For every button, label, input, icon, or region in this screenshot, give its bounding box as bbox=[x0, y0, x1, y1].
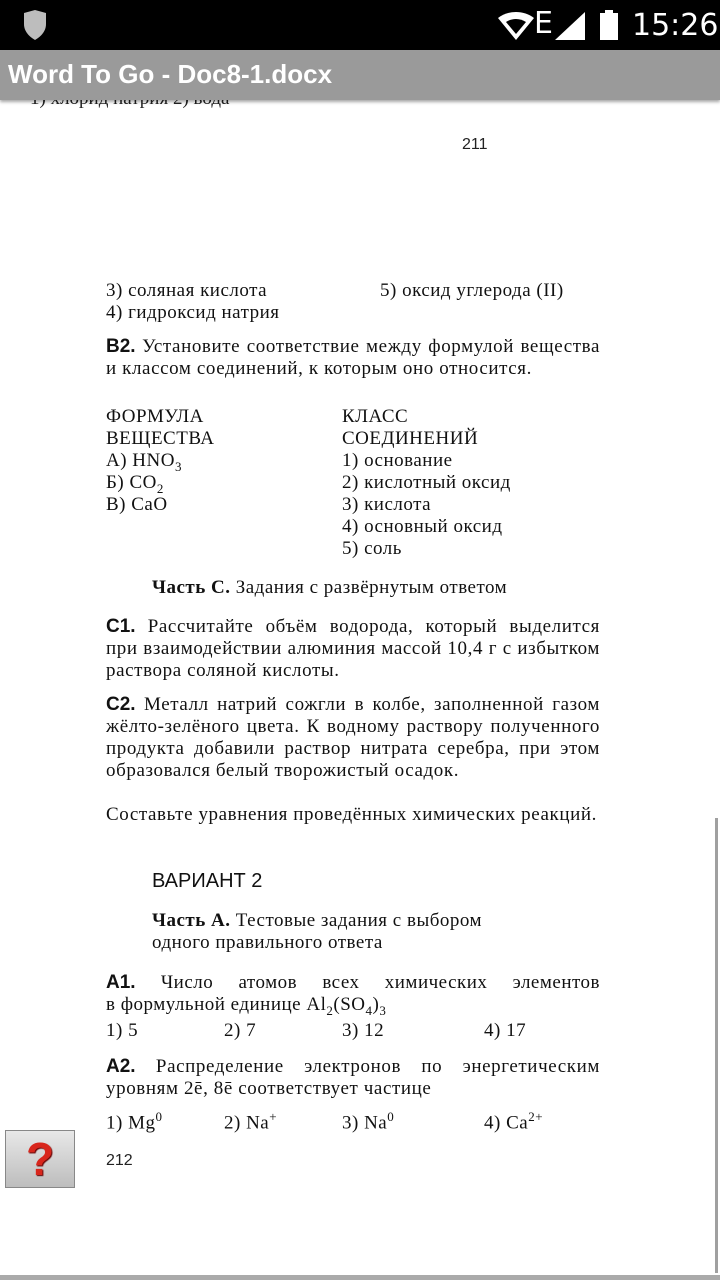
section-heading-part-a: Часть А. Тестовые задания с выбором bbox=[152, 910, 483, 931]
option-line: 5) оксид углерода (II) bbox=[380, 280, 564, 301]
task-label: С1. bbox=[106, 616, 136, 637]
formula-item: В) CaO bbox=[106, 494, 168, 515]
answer-option: 3) Na$^0$ bbox=[342, 1109, 395, 1134]
section-heading-part-c: Часть С. Задания с развёрнутым ответом bbox=[152, 577, 508, 598]
answer-option: 4) 17 bbox=[484, 1020, 527, 1041]
task-b2 bbox=[106, 336, 600, 380]
option-line: 4) гидроксид натрия bbox=[106, 302, 280, 323]
task-label: В2. bbox=[106, 336, 136, 357]
task-label: С2. bbox=[106, 694, 136, 715]
task-text: Рассчитайте объём водорода, который выделится при взаимодействии алюминия массой 10,4 г с избытком раствора соляной кислоты. bbox=[106, 616, 600, 681]
variant-heading: ВАРИАНТ 2 bbox=[152, 870, 263, 892]
option-line: 3) соляная кислота bbox=[106, 280, 268, 301]
section-heading-part-a-line2: одного правильного ответа bbox=[152, 932, 383, 953]
answer-option: 1) 5 bbox=[106, 1020, 139, 1041]
class-item: 5) соль bbox=[342, 538, 402, 559]
wifi-icon bbox=[498, 12, 534, 40]
class-item: 3) кислота bbox=[342, 494, 432, 515]
answer-option: 2) 7 bbox=[224, 1020, 257, 1041]
formula-item: Б) $CO_2$ bbox=[106, 472, 164, 496]
formula-item: А) $HNO_3$ bbox=[106, 450, 182, 474]
column-header: СОЕДИНЕНИЙ bbox=[342, 428, 479, 449]
page-number: 211 bbox=[462, 136, 488, 153]
battery-icon bbox=[600, 10, 618, 40]
app-title: Word To Go - Doc8-1.docx bbox=[8, 59, 333, 89]
column-header: ФОРМУЛА bbox=[106, 406, 204, 427]
status-bar bbox=[0, 0, 720, 50]
class-item: 2) кислотный оксид bbox=[342, 472, 511, 493]
class-item: 4) основный оксид bbox=[342, 516, 503, 537]
document-page[interactable] bbox=[0, 100, 720, 1280]
task-text: Металл натрий сожгли в колбе, заполненной газом жёлто-зелёного цвета. К водному раствору полученного продукта добавили раствор нитрата серебра, при этом образовался белый творожистый осадок. bbox=[106, 694, 600, 781]
scrollbar[interactable] bbox=[715, 818, 718, 1273]
task-label: А2. bbox=[106, 1056, 136, 1077]
task-text: Распределение электронов по энергетическим уровням 2ē, 8ē соответствует частице bbox=[106, 1056, 600, 1099]
answer-option: 4) $Ca^{2+}$ bbox=[484, 1109, 544, 1134]
task-c1 bbox=[106, 616, 600, 682]
task-label: А1. bbox=[106, 972, 136, 993]
signal-icon bbox=[555, 12, 585, 40]
shield-icon bbox=[22, 10, 48, 40]
class-item: 1) основание bbox=[342, 450, 453, 471]
task-a1 bbox=[106, 972, 600, 994]
answer-option: 3) 12 bbox=[342, 1020, 385, 1041]
page-number: 212 bbox=[106, 1152, 133, 1169]
network-type: E bbox=[534, 6, 553, 41]
task-c2 bbox=[106, 694, 600, 782]
app-title-bar bbox=[0, 50, 720, 100]
answer-option: 2) Na+ bbox=[224, 1109, 278, 1134]
bottom-edge bbox=[0, 1275, 720, 1280]
answer-option: 1) Mg$^0$ bbox=[106, 1109, 163, 1134]
help-button[interactable] bbox=[5, 1130, 75, 1188]
task-a2 bbox=[106, 1056, 600, 1100]
column-header: КЛАСС bbox=[342, 406, 409, 427]
status-time: 15:26 bbox=[632, 8, 719, 43]
task-text: Число атомов всех химических элементов bbox=[160, 972, 601, 993]
column-header: ВЕЩЕСТВА bbox=[106, 428, 215, 449]
task-text: Установите соответствие между формулой вещества и классом соединений, к которым оно относится. bbox=[106, 336, 600, 379]
task-a1-line2: в формульной единице $Al_2(SO_4)_3$ bbox=[106, 994, 387, 1018]
question-icon: ? bbox=[25, 1133, 55, 1185]
task-c2-continuation: Составьте уравнения проведённых химических реакций. bbox=[106, 804, 598, 825]
